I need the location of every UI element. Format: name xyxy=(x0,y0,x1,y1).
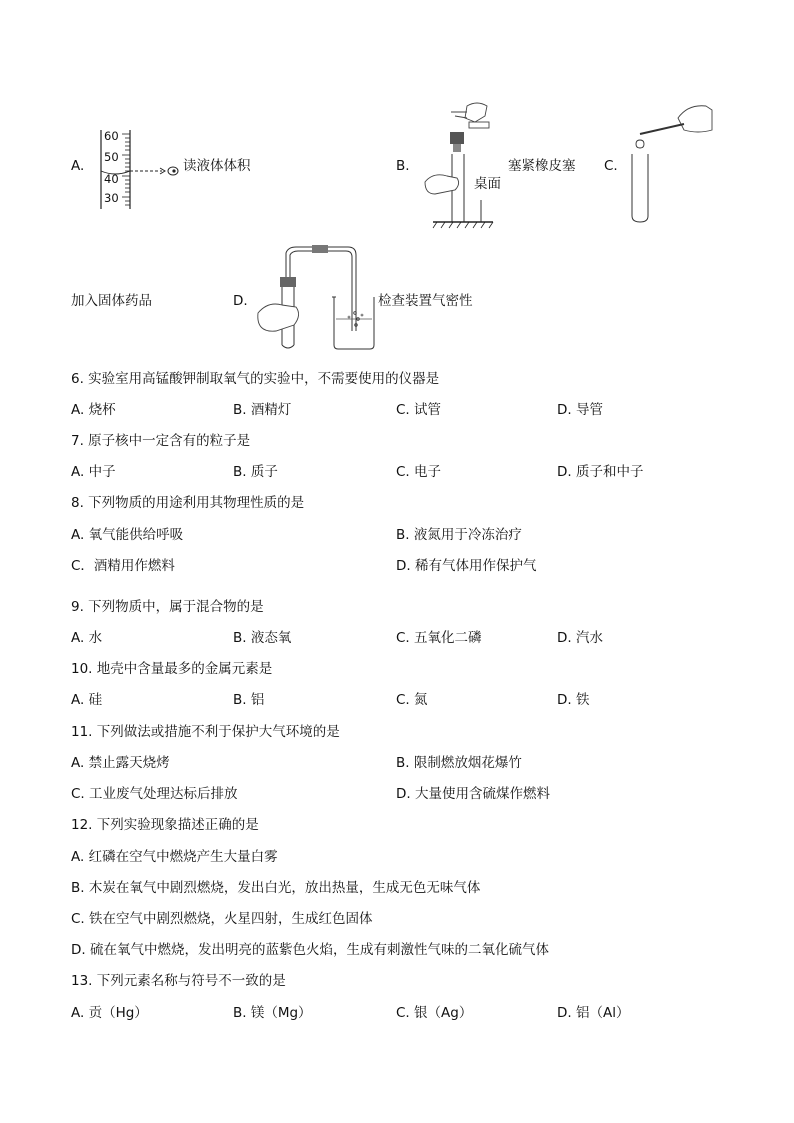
question-12-option-b[interactable]: B. 木炭在氧气中剧烈燃烧，发出白光，放出热量，生成无色无味气体 xyxy=(71,880,481,896)
option-c-caption: 加入固体药品 xyxy=(71,293,152,309)
question-11-stem: 11. 下列做法或措施不利于保护大气环境的是 xyxy=(71,724,340,740)
question-13-option-b[interactable]: B. 镁（Mg） xyxy=(233,1005,312,1021)
question-12-stem: 12. 下列实验现象描述正确的是 xyxy=(71,817,259,833)
question-11-option-a[interactable]: A. 禁止露天烧烤 xyxy=(71,755,170,771)
question-12-option-a[interactable]: A. 红磷在空气中燃烧产生大量白雾 xyxy=(71,849,278,865)
question-8-option-b[interactable]: B. 液氮用于冷冻治疗 xyxy=(396,527,522,543)
question-9-stem: 9. 下列物质中，属于混合物的是 xyxy=(71,599,264,615)
question-12-option-d[interactable]: D. 硫在氧气中燃烧，发出明亮的蓝紫色火焰，生成有刺激性气味的二氧化硫气体 xyxy=(71,942,549,958)
cylinder-tick-30: 30 xyxy=(104,191,119,205)
question-13-option-a[interactable]: A. 贡（Hg） xyxy=(71,1005,148,1021)
question-6-option-b[interactable]: B. 酒精灯 xyxy=(233,402,292,418)
question-7-option-b[interactable]: B. 质子 xyxy=(233,464,278,480)
airtightness-test-figure xyxy=(252,245,377,355)
question-9-option-a[interactable]: A. 水 xyxy=(71,630,103,646)
option-c-letter: C. xyxy=(604,158,618,174)
cylinder-tick-60: 60 xyxy=(104,129,119,143)
question-6-option-a[interactable]: A. 烧杯 xyxy=(71,402,116,418)
question-13-stem: 13. 下列元素名称与符号不一致的是 xyxy=(71,973,286,989)
question-8-stem: 8. 下列物质的用途利用其物理性质的是 xyxy=(71,495,305,511)
question-8-option-d[interactable]: D. 稀有气体用作保护气 xyxy=(396,558,537,574)
cylinder-tick-40: 40 xyxy=(104,172,119,186)
question-10-stem: 10. 地壳中含量最多的金属元素是 xyxy=(71,661,273,677)
question-11-option-b[interactable]: B. 限制燃放烟花爆竹 xyxy=(396,755,522,771)
question-13-option-c[interactable]: C. 银（Ag） xyxy=(396,1005,473,1021)
question-12-option-c[interactable]: C. 铁在空气中剧烈燃烧，火星四射，生成红色固体 xyxy=(71,911,373,927)
cylinder-tick-50: 50 xyxy=(104,150,119,164)
table-surface-label: 桌面 xyxy=(474,176,501,192)
question-11-option-c[interactable]: C. 工业废气处理达标后排放 xyxy=(71,786,238,802)
question-6-stem: 6. 实验室用高锰酸钾制取氧气的实验中，不需要使用的仪器是 xyxy=(71,371,440,387)
option-d-letter: D. xyxy=(233,293,248,309)
question-8-option-c[interactable]: C．酒精用作燃料 xyxy=(71,558,175,574)
question-9-option-c[interactable]: C. 五氧化二磷 xyxy=(396,630,482,646)
stopper-test-tube-figure xyxy=(415,98,505,230)
question-10-option-d[interactable]: D. 铁 xyxy=(557,692,590,708)
option-a-caption: 读液体体积 xyxy=(183,158,251,174)
option-b-caption: 塞紧橡皮塞 xyxy=(508,158,576,174)
option-b-letter: B. xyxy=(396,158,410,174)
question-10-option-c[interactable]: C. 氮 xyxy=(396,692,428,708)
question-7-option-c[interactable]: C. 电子 xyxy=(396,464,442,480)
question-13-option-d[interactable]: D. 铝（Al） xyxy=(557,1005,630,1021)
question-9-option-b[interactable]: B. 液态氧 xyxy=(233,630,292,646)
option-a-letter: A. xyxy=(71,158,85,174)
question-9-option-d[interactable]: D. 汽水 xyxy=(557,630,603,646)
question-10-option-b[interactable]: B. 铝 xyxy=(233,692,265,708)
question-7-option-a[interactable]: A. 中子 xyxy=(71,464,116,480)
question-7-stem: 7. 原子核中一定含有的粒子是 xyxy=(71,433,251,449)
question-10-option-a[interactable]: A. 硅 xyxy=(71,692,103,708)
question-6-option-c[interactable]: C. 试管 xyxy=(396,402,442,418)
solid-reagent-figure xyxy=(626,100,714,224)
option-d-caption: 检查装置气密性 xyxy=(378,293,473,309)
question-7-option-d[interactable]: D. 质子和中子 xyxy=(557,464,644,480)
question-8-option-a[interactable]: A. 氧气能供给呼吸 xyxy=(71,527,184,543)
question-11-option-d[interactable]: D. 大量使用含硫煤作燃料 xyxy=(396,786,550,802)
question-6-option-d[interactable]: D. 导管 xyxy=(557,402,603,418)
